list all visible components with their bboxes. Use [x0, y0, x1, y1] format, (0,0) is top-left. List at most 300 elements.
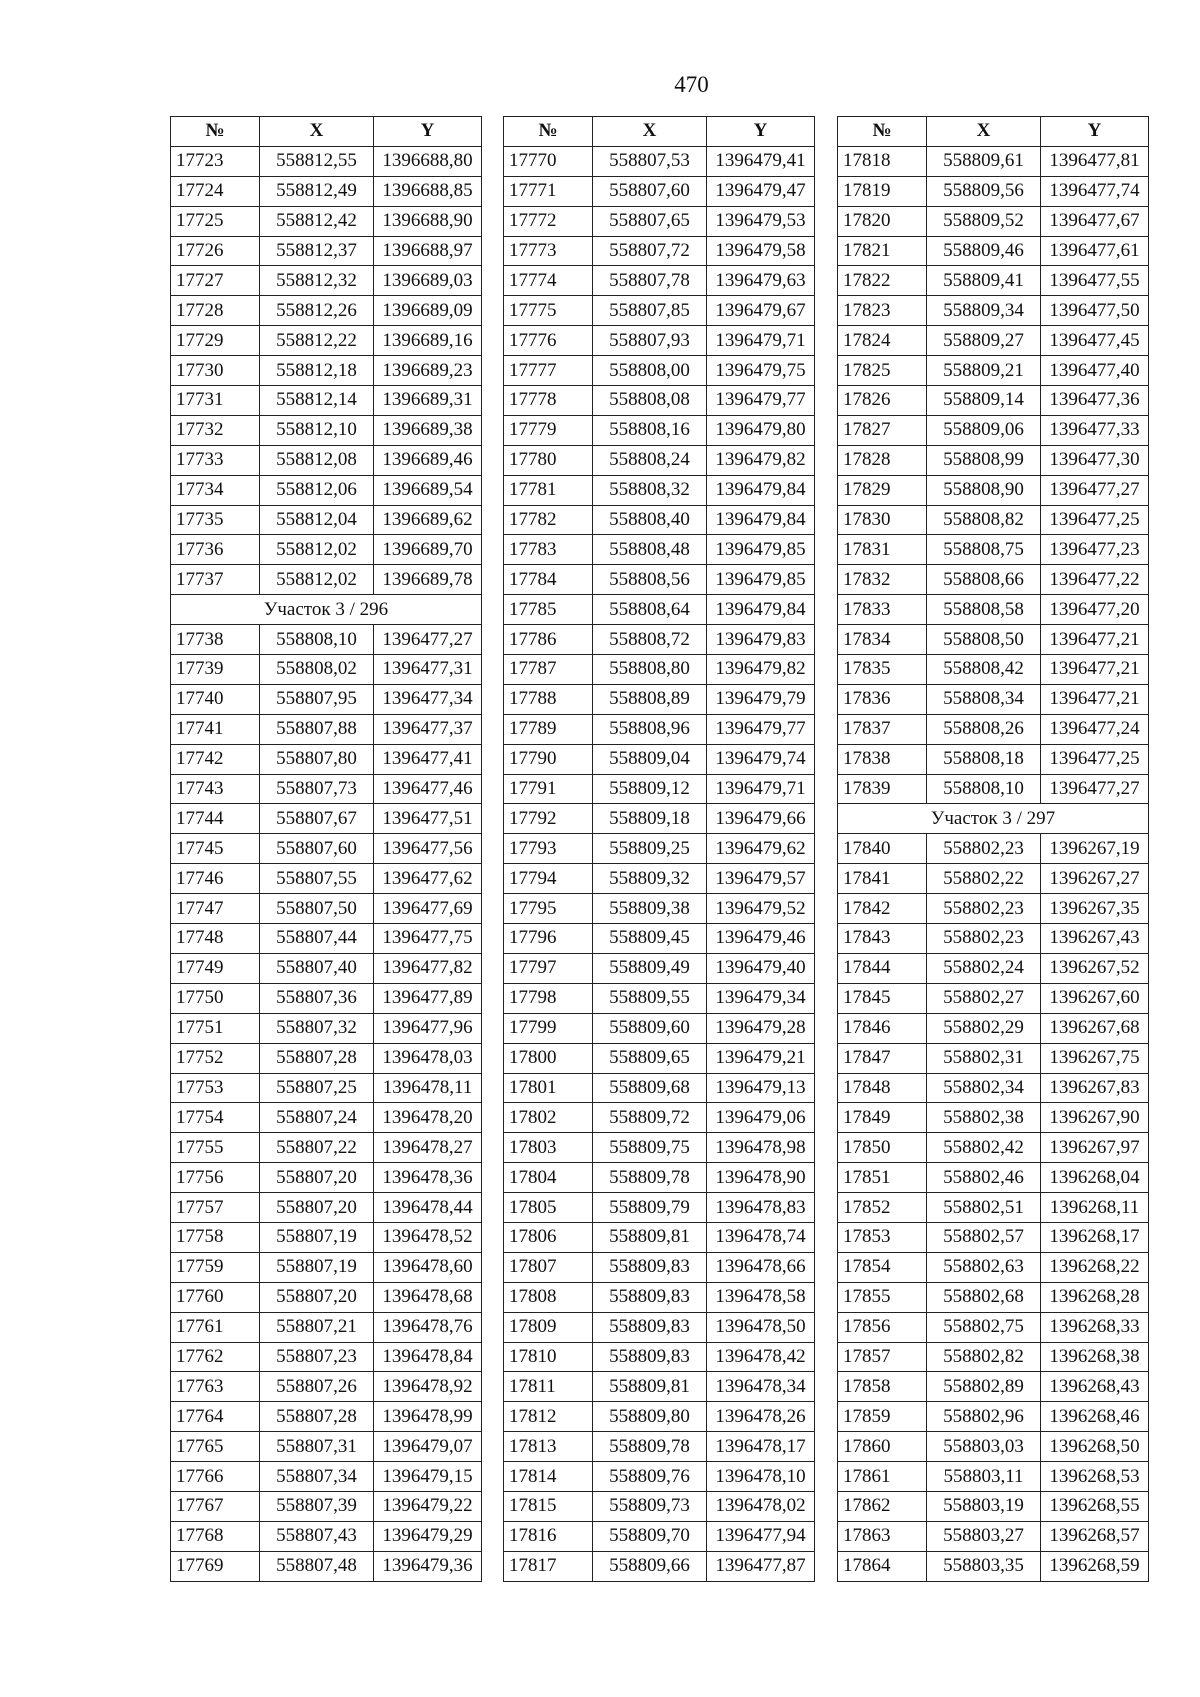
table-row	[838, 1372, 1149, 1402]
point-number: 17793	[504, 834, 593, 864]
x-coordinate: 558807,53	[593, 146, 707, 176]
x-coordinate: 558809,25	[593, 834, 707, 864]
table-row	[838, 445, 1149, 475]
table-row	[171, 1133, 482, 1163]
x-coordinate: 558802,23	[927, 894, 1041, 924]
x-coordinate: 558808,24	[593, 445, 707, 475]
table-row	[171, 953, 482, 983]
point-number: 17756	[171, 1163, 260, 1193]
point-number: 17738	[171, 625, 260, 655]
y-coordinate: 1396479,13	[707, 1073, 815, 1103]
y-coordinate: 1396479,34	[707, 983, 815, 1013]
point-number: 17827	[838, 415, 927, 445]
point-number: 17834	[838, 625, 927, 655]
point-number: 17787	[504, 655, 593, 685]
x-coordinate: 558809,78	[593, 1432, 707, 1462]
point-number: 17771	[504, 176, 593, 206]
y-coordinate: 1396267,68	[1041, 1013, 1149, 1043]
x-coordinate: 558807,93	[593, 326, 707, 356]
table-row	[171, 236, 482, 266]
table-row	[504, 1462, 815, 1492]
header-number: №	[171, 117, 260, 147]
table-row	[838, 505, 1149, 535]
table-row	[171, 475, 482, 505]
point-number: 17750	[171, 983, 260, 1013]
x-coordinate: 558807,23	[260, 1342, 374, 1372]
y-coordinate: 1396689,31	[374, 386, 482, 416]
x-coordinate: 558809,70	[593, 1521, 707, 1551]
section-row	[171, 595, 482, 625]
table-row	[171, 1193, 482, 1223]
y-coordinate: 1396479,22	[374, 1491, 482, 1521]
y-coordinate: 1396479,85	[707, 535, 815, 565]
y-coordinate: 1396477,81	[1041, 146, 1149, 176]
point-number: 17810	[504, 1342, 593, 1372]
y-coordinate: 1396477,31	[374, 655, 482, 685]
y-coordinate: 1396477,34	[374, 684, 482, 714]
point-number: 17736	[171, 535, 260, 565]
table-row	[171, 1043, 482, 1073]
x-coordinate: 558809,79	[593, 1193, 707, 1223]
y-coordinate: 1396267,35	[1041, 894, 1149, 924]
x-coordinate: 558807,20	[260, 1282, 374, 1312]
table-row	[504, 356, 815, 386]
point-number: 17841	[838, 864, 927, 894]
point-number: 17743	[171, 774, 260, 804]
y-coordinate: 1396479,79	[707, 684, 815, 714]
point-number: 17815	[504, 1491, 593, 1521]
table-row	[838, 1043, 1149, 1073]
table-row	[504, 1551, 815, 1581]
x-coordinate: 558802,24	[927, 953, 1041, 983]
point-number: 17725	[171, 206, 260, 236]
table-row	[171, 296, 482, 326]
point-number: 17835	[838, 655, 927, 685]
table-header-row	[838, 117, 1149, 147]
point-number: 17801	[504, 1073, 593, 1103]
point-number: 17732	[171, 415, 260, 445]
point-number: 17785	[504, 595, 593, 625]
x-coordinate: 558802,75	[927, 1312, 1041, 1342]
header-number: №	[504, 117, 593, 147]
table-row	[171, 744, 482, 774]
point-number: 17790	[504, 744, 593, 774]
table-row	[838, 206, 1149, 236]
x-coordinate: 558808,34	[927, 684, 1041, 714]
x-coordinate: 558808,10	[927, 774, 1041, 804]
y-coordinate: 1396478,17	[707, 1432, 815, 1462]
point-number: 17851	[838, 1163, 927, 1193]
x-coordinate: 558807,20	[260, 1193, 374, 1223]
y-coordinate: 1396479,46	[707, 924, 815, 954]
point-number: 17729	[171, 326, 260, 356]
point-number: 17777	[504, 356, 593, 386]
y-coordinate: 1396478,36	[374, 1163, 482, 1193]
y-coordinate: 1396479,21	[707, 1043, 815, 1073]
point-number: 17786	[504, 625, 593, 655]
point-number: 17789	[504, 714, 593, 744]
x-coordinate: 558808,50	[927, 625, 1041, 655]
table-header-row	[504, 117, 815, 147]
table-row	[838, 1073, 1149, 1103]
point-number: 17831	[838, 535, 927, 565]
x-coordinate: 558802,68	[927, 1282, 1041, 1312]
point-number: 17809	[504, 1312, 593, 1342]
table-row	[171, 266, 482, 296]
point-number: 17769	[171, 1551, 260, 1581]
x-coordinate: 558807,19	[260, 1252, 374, 1282]
table-row	[504, 176, 815, 206]
y-coordinate: 1396477,94	[707, 1521, 815, 1551]
x-coordinate: 558808,10	[260, 625, 374, 655]
y-coordinate: 1396477,75	[374, 924, 482, 954]
y-coordinate: 1396267,52	[1041, 953, 1149, 983]
y-coordinate: 1396479,84	[707, 505, 815, 535]
x-coordinate: 558807,19	[260, 1222, 374, 1252]
point-number: 17846	[838, 1013, 927, 1043]
y-coordinate: 1396267,43	[1041, 924, 1149, 954]
point-number: 17820	[838, 206, 927, 236]
y-coordinate: 1396478,03	[374, 1043, 482, 1073]
table-row	[504, 744, 815, 774]
y-coordinate: 1396689,03	[374, 266, 482, 296]
point-number: 17752	[171, 1043, 260, 1073]
y-coordinate: 1396477,22	[1041, 565, 1149, 595]
point-number: 17805	[504, 1193, 593, 1223]
x-coordinate: 558807,67	[260, 804, 374, 834]
y-coordinate: 1396477,40	[1041, 356, 1149, 386]
x-coordinate: 558807,20	[260, 1163, 374, 1193]
point-number: 17761	[171, 1312, 260, 1342]
table-row	[171, 1103, 482, 1133]
x-coordinate: 558808,42	[927, 655, 1041, 685]
x-coordinate: 558807,28	[260, 1402, 374, 1432]
y-coordinate: 1396478,83	[707, 1193, 815, 1223]
table-row	[838, 774, 1149, 804]
table-row	[171, 625, 482, 655]
point-number: 17742	[171, 744, 260, 774]
x-coordinate: 558803,35	[927, 1551, 1041, 1581]
point-number: 17741	[171, 714, 260, 744]
point-number: 17758	[171, 1222, 260, 1252]
point-number: 17745	[171, 834, 260, 864]
y-coordinate: 1396477,74	[1041, 176, 1149, 206]
section-row	[838, 804, 1149, 834]
y-coordinate: 1396478,58	[707, 1282, 815, 1312]
x-coordinate: 558809,27	[927, 326, 1041, 356]
x-coordinate: 558808,89	[593, 684, 707, 714]
x-coordinate: 558802,46	[927, 1163, 1041, 1193]
y-coordinate: 1396478,34	[707, 1372, 815, 1402]
table-row	[838, 1551, 1149, 1581]
section-label: Участок 3 / 296	[171, 595, 482, 625]
header-y: Y	[374, 117, 482, 147]
x-coordinate: 558802,63	[927, 1252, 1041, 1282]
y-coordinate: 1396268,33	[1041, 1312, 1149, 1342]
y-coordinate: 1396478,02	[707, 1491, 815, 1521]
table-row	[171, 326, 482, 356]
x-coordinate: 558807,39	[260, 1491, 374, 1521]
x-coordinate: 558809,34	[927, 296, 1041, 326]
point-number: 17781	[504, 475, 593, 505]
y-coordinate: 1396478,68	[374, 1282, 482, 1312]
table-row	[838, 1491, 1149, 1521]
x-coordinate: 558807,55	[260, 864, 374, 894]
y-coordinate: 1396478,92	[374, 1372, 482, 1402]
x-coordinate: 558807,31	[260, 1432, 374, 1462]
table-row	[504, 1282, 815, 1312]
point-number: 17734	[171, 475, 260, 505]
table-row	[171, 386, 482, 416]
y-coordinate: 1396479,85	[707, 565, 815, 595]
x-coordinate: 558808,08	[593, 386, 707, 416]
point-number: 17806	[504, 1222, 593, 1252]
x-coordinate: 558809,60	[593, 1013, 707, 1043]
x-coordinate: 558807,85	[593, 296, 707, 326]
point-number: 17862	[838, 1491, 927, 1521]
y-coordinate: 1396478,90	[707, 1163, 815, 1193]
point-number: 17733	[171, 445, 260, 475]
x-coordinate: 558812,32	[260, 266, 374, 296]
table-row	[838, 1432, 1149, 1462]
table-row	[504, 1521, 815, 1551]
x-coordinate: 558807,26	[260, 1372, 374, 1402]
y-coordinate: 1396478,99	[374, 1402, 482, 1432]
x-coordinate: 558812,02	[260, 565, 374, 595]
point-number: 17838	[838, 744, 927, 774]
y-coordinate: 1396479,83	[707, 625, 815, 655]
y-coordinate: 1396479,28	[707, 1013, 815, 1043]
point-number: 17759	[171, 1252, 260, 1282]
x-coordinate: 558802,34	[927, 1073, 1041, 1103]
point-number: 17744	[171, 804, 260, 834]
y-coordinate: 1396477,82	[374, 953, 482, 983]
table-row	[838, 1252, 1149, 1282]
x-coordinate: 558807,80	[260, 744, 374, 774]
y-coordinate: 1396689,46	[374, 445, 482, 475]
table-row	[171, 1163, 482, 1193]
table-row	[838, 744, 1149, 774]
x-coordinate: 558809,83	[593, 1312, 707, 1342]
x-coordinate: 558812,14	[260, 386, 374, 416]
point-number: 17774	[504, 266, 593, 296]
point-number: 17766	[171, 1462, 260, 1492]
y-coordinate: 1396477,21	[1041, 684, 1149, 714]
y-coordinate: 1396477,46	[374, 774, 482, 804]
point-number: 17829	[838, 475, 927, 505]
point-number: 17788	[504, 684, 593, 714]
x-coordinate: 558807,78	[593, 266, 707, 296]
x-coordinate: 558808,90	[927, 475, 1041, 505]
point-number: 17753	[171, 1073, 260, 1103]
x-coordinate: 558808,16	[593, 415, 707, 445]
y-coordinate: 1396477,45	[1041, 326, 1149, 356]
table-row	[838, 714, 1149, 744]
point-number: 17731	[171, 386, 260, 416]
table-row	[504, 1491, 815, 1521]
x-coordinate: 558809,68	[593, 1073, 707, 1103]
x-coordinate: 558802,23	[927, 834, 1041, 864]
y-coordinate: 1396689,09	[374, 296, 482, 326]
x-coordinate: 558809,78	[593, 1163, 707, 1193]
x-coordinate: 558812,37	[260, 236, 374, 266]
y-coordinate: 1396477,96	[374, 1013, 482, 1043]
table-row	[504, 386, 815, 416]
x-coordinate: 558803,03	[927, 1432, 1041, 1462]
y-coordinate: 1396477,51	[374, 804, 482, 834]
y-coordinate: 1396477,61	[1041, 236, 1149, 266]
point-number: 17754	[171, 1103, 260, 1133]
table-row	[504, 595, 815, 625]
x-coordinate: 558809,80	[593, 1402, 707, 1432]
point-number: 17737	[171, 565, 260, 595]
table-row	[171, 565, 482, 595]
table-row	[171, 714, 482, 744]
y-coordinate: 1396477,25	[1041, 505, 1149, 535]
x-coordinate: 558808,82	[927, 505, 1041, 535]
y-coordinate: 1396268,46	[1041, 1402, 1149, 1432]
table-row	[171, 535, 482, 565]
x-coordinate: 558808,99	[927, 445, 1041, 475]
point-number: 17817	[504, 1551, 593, 1581]
point-number: 17859	[838, 1402, 927, 1432]
point-number: 17783	[504, 535, 593, 565]
point-number: 17860	[838, 1432, 927, 1462]
table-row	[171, 864, 482, 894]
x-coordinate: 558812,10	[260, 415, 374, 445]
x-coordinate: 558808,40	[593, 505, 707, 535]
x-coordinate: 558808,48	[593, 535, 707, 565]
y-coordinate: 1396479,77	[707, 714, 815, 744]
x-coordinate: 558803,11	[927, 1462, 1041, 1492]
table-row	[504, 415, 815, 445]
point-number: 17822	[838, 266, 927, 296]
point-number: 17724	[171, 176, 260, 206]
x-coordinate: 558809,73	[593, 1491, 707, 1521]
y-coordinate: 1396478,26	[707, 1402, 815, 1432]
y-coordinate: 1396479,57	[707, 864, 815, 894]
table-row	[171, 1402, 482, 1432]
y-coordinate: 1396689,23	[374, 356, 482, 386]
y-coordinate: 1396689,54	[374, 475, 482, 505]
point-number: 17853	[838, 1222, 927, 1252]
x-coordinate: 558808,58	[927, 595, 1041, 625]
y-coordinate: 1396479,06	[707, 1103, 815, 1133]
point-number: 17755	[171, 1133, 260, 1163]
point-number: 17843	[838, 924, 927, 954]
x-coordinate: 558808,75	[927, 535, 1041, 565]
point-number: 17852	[838, 1193, 927, 1223]
point-number: 17772	[504, 206, 593, 236]
y-coordinate: 1396268,04	[1041, 1163, 1149, 1193]
x-coordinate: 558808,02	[260, 655, 374, 685]
table-row	[838, 565, 1149, 595]
point-number: 17819	[838, 176, 927, 206]
y-coordinate: 1396478,27	[374, 1133, 482, 1163]
y-coordinate: 1396477,67	[1041, 206, 1149, 236]
x-coordinate: 558807,50	[260, 894, 374, 924]
table-row	[504, 1013, 815, 1043]
table-row	[171, 1551, 482, 1581]
x-coordinate: 558807,28	[260, 1043, 374, 1073]
y-coordinate: 1396688,97	[374, 236, 482, 266]
x-coordinate: 558809,61	[927, 146, 1041, 176]
x-coordinate: 558807,36	[260, 983, 374, 1013]
y-coordinate: 1396477,23	[1041, 535, 1149, 565]
table-row	[504, 714, 815, 744]
point-number: 17826	[838, 386, 927, 416]
x-coordinate: 558808,26	[927, 714, 1041, 744]
x-coordinate: 558802,96	[927, 1402, 1041, 1432]
point-number: 17864	[838, 1551, 927, 1581]
point-number: 17751	[171, 1013, 260, 1043]
point-number: 17770	[504, 146, 593, 176]
point-number: 17833	[838, 595, 927, 625]
x-coordinate: 558812,49	[260, 176, 374, 206]
y-coordinate: 1396479,67	[707, 296, 815, 326]
x-coordinate: 558802,51	[927, 1193, 1041, 1223]
table-row	[504, 236, 815, 266]
y-coordinate: 1396479,41	[707, 146, 815, 176]
x-coordinate: 558808,32	[593, 475, 707, 505]
x-coordinate: 558809,83	[593, 1282, 707, 1312]
table-row	[838, 1312, 1149, 1342]
table-row	[171, 774, 482, 804]
x-coordinate: 558808,56	[593, 565, 707, 595]
x-coordinate: 558809,52	[927, 206, 1041, 236]
x-coordinate: 558802,31	[927, 1043, 1041, 1073]
x-coordinate: 558807,43	[260, 1521, 374, 1551]
table-row	[838, 326, 1149, 356]
table-row	[171, 1462, 482, 1492]
point-number: 17811	[504, 1372, 593, 1402]
header-x: X	[593, 117, 707, 147]
point-number: 17837	[838, 714, 927, 744]
y-coordinate: 1396479,62	[707, 834, 815, 864]
x-coordinate: 558809,81	[593, 1372, 707, 1402]
x-coordinate: 558809,83	[593, 1252, 707, 1282]
table-row	[504, 296, 815, 326]
table-row	[838, 1521, 1149, 1551]
table-row	[838, 684, 1149, 714]
point-number: 17799	[504, 1013, 593, 1043]
y-coordinate: 1396689,38	[374, 415, 482, 445]
point-number: 17816	[504, 1521, 593, 1551]
table-row	[838, 1133, 1149, 1163]
point-number: 17847	[838, 1043, 927, 1073]
table-row	[171, 1312, 482, 1342]
x-coordinate: 558808,66	[927, 565, 1041, 595]
coordinates-table-1	[170, 116, 482, 1582]
point-number: 17797	[504, 953, 593, 983]
x-coordinate: 558803,19	[927, 1491, 1041, 1521]
point-number: 17727	[171, 266, 260, 296]
x-coordinate: 558807,88	[260, 714, 374, 744]
table-row	[504, 1043, 815, 1073]
y-coordinate: 1396688,90	[374, 206, 482, 236]
x-coordinate: 558812,22	[260, 326, 374, 356]
header-y: Y	[1041, 117, 1149, 147]
x-coordinate: 558807,60	[593, 176, 707, 206]
x-coordinate: 558802,22	[927, 864, 1041, 894]
point-number: 17813	[504, 1432, 593, 1462]
y-coordinate: 1396479,15	[374, 1462, 482, 1492]
x-coordinate: 558809,18	[593, 804, 707, 834]
x-coordinate: 558802,89	[927, 1372, 1041, 1402]
point-number: 17848	[838, 1073, 927, 1103]
table-row	[838, 176, 1149, 206]
table-row	[838, 834, 1149, 864]
